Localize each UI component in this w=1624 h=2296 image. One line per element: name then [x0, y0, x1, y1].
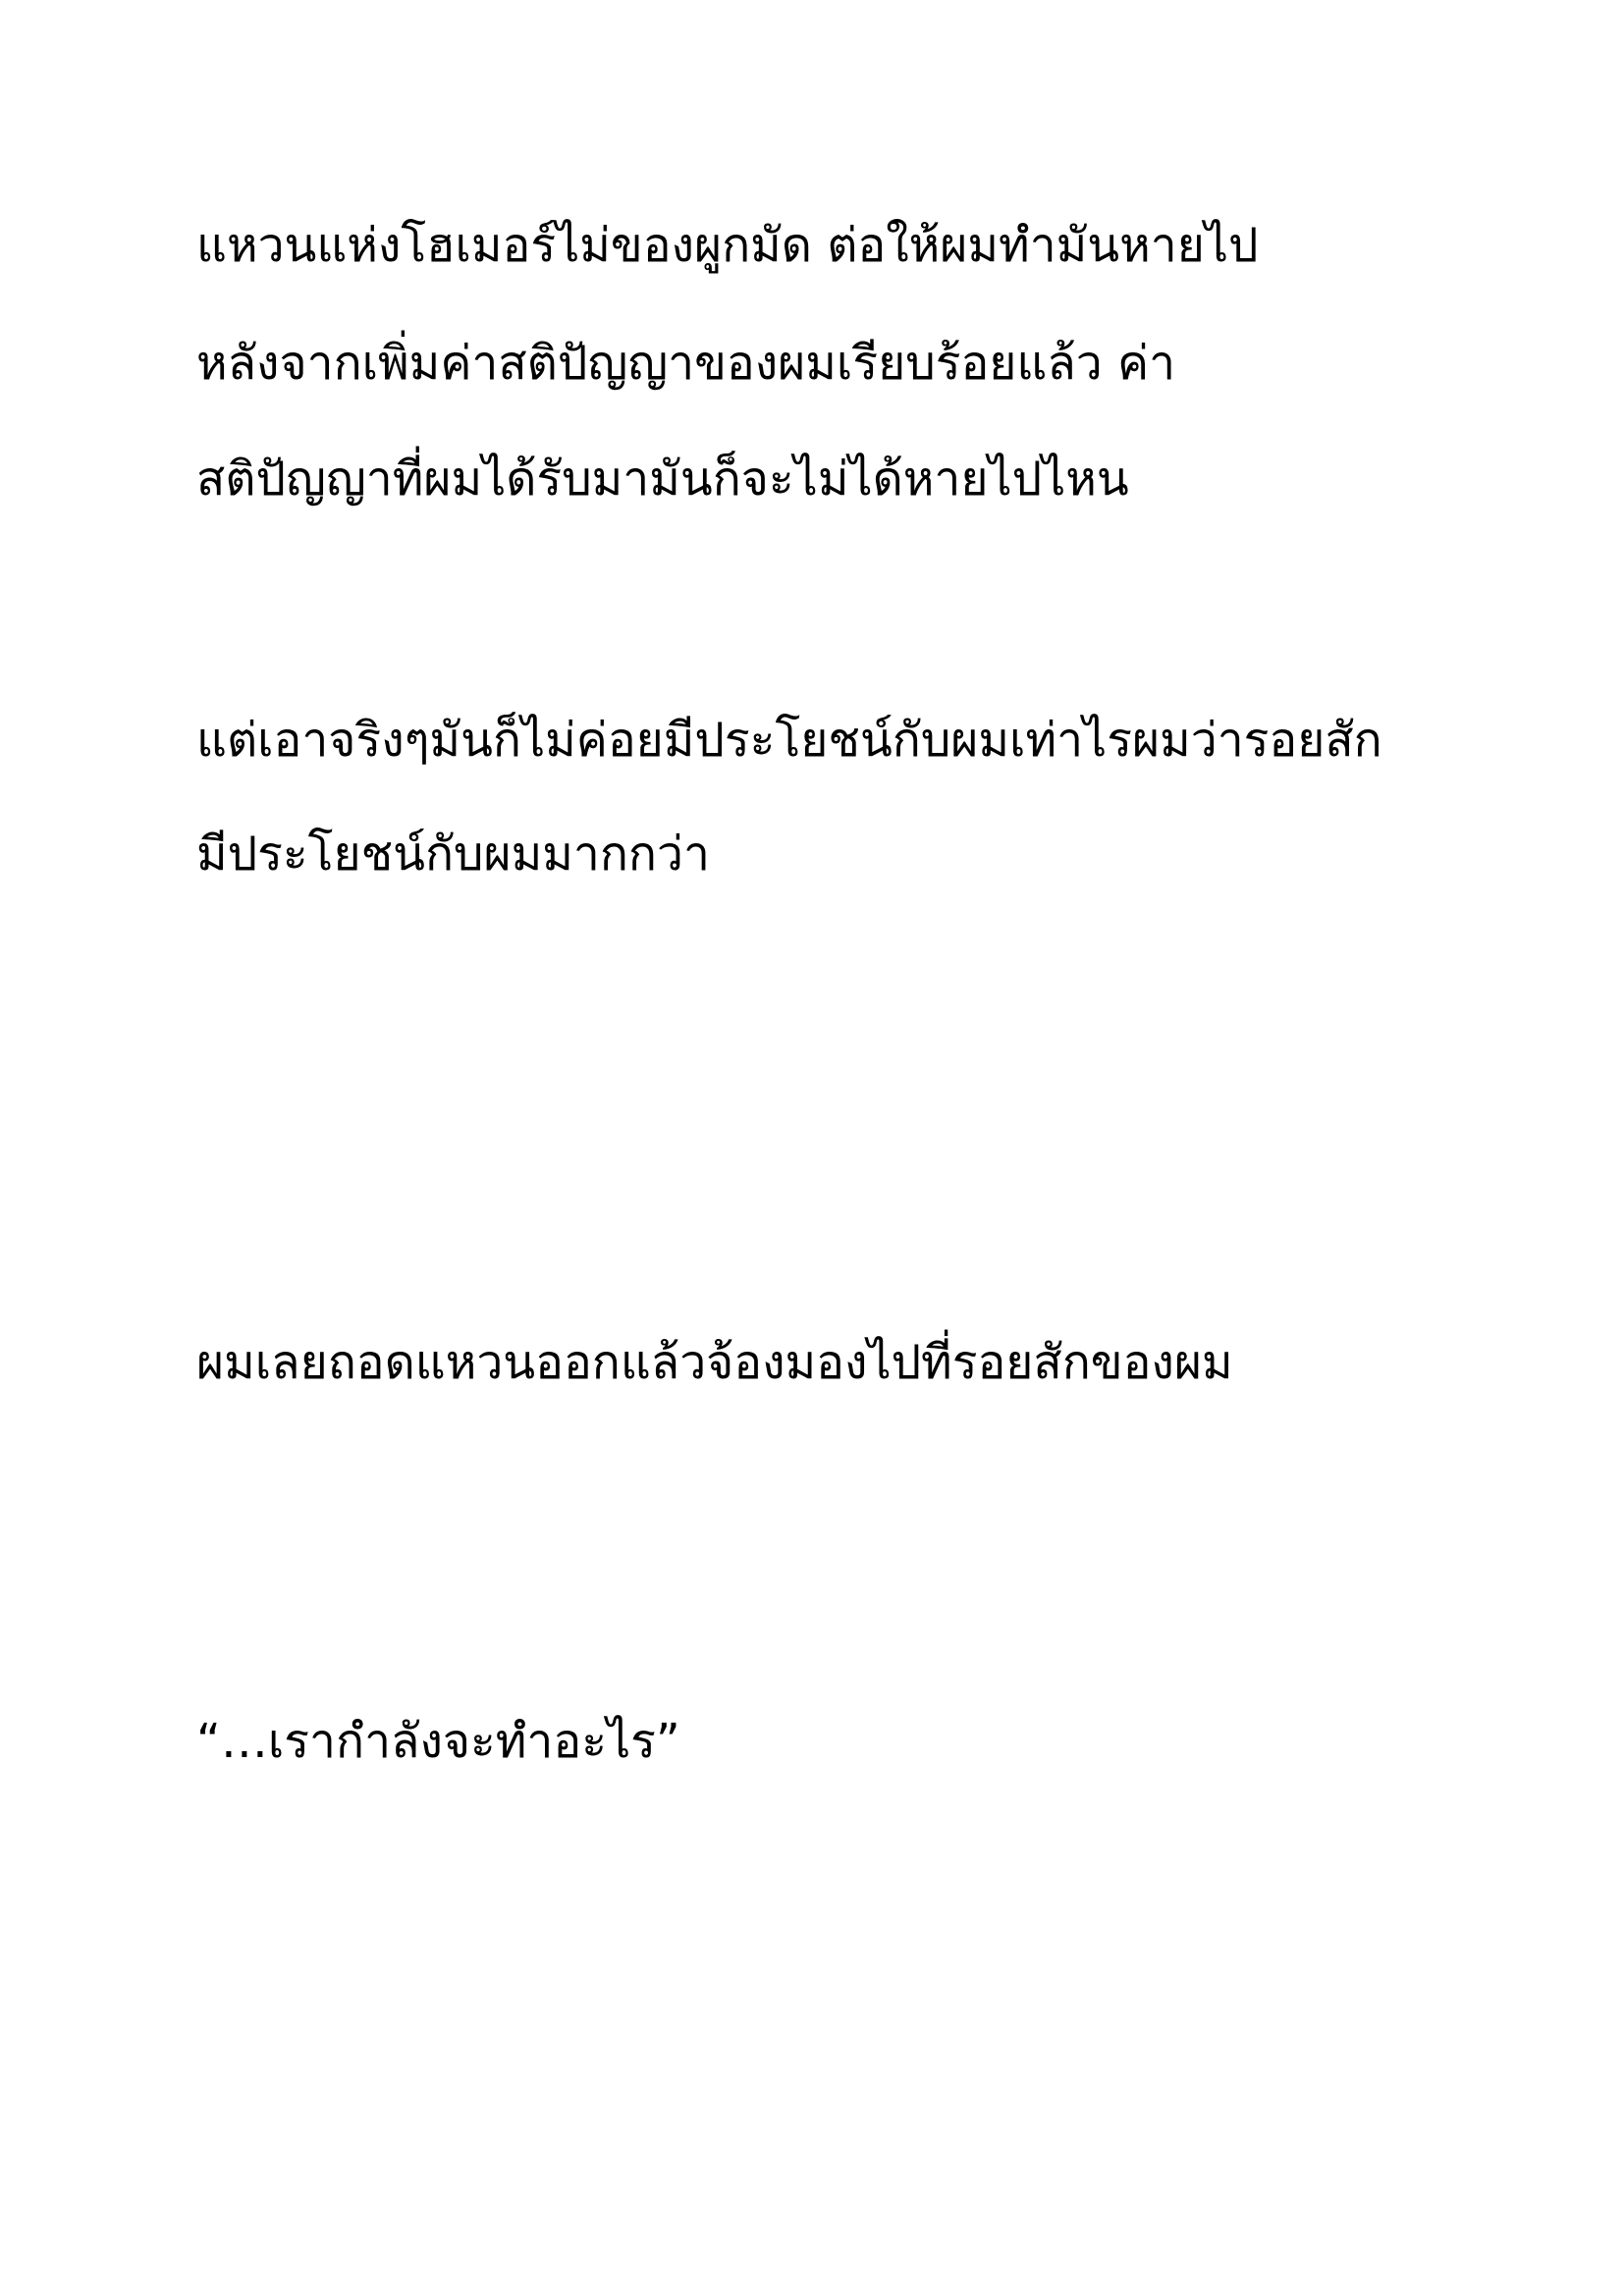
- paragraph-2-line-2: มีประโยชน์กับผมมากกว่า: [196, 827, 710, 881]
- paragraph-1-line-3: สติปัญญาที่ผมได้รับมามันก็จะไม่ได้หายไปไหน: [196, 452, 1129, 507]
- dialogue-line: “…เรากำลังจะทำอะไร”: [196, 1714, 680, 1769]
- paragraph-1-line-2: หลังจากเพิ่มค่าสติปัญญาของผมเรียบร้อยแล้ว ค่า: [196, 336, 1176, 391]
- paragraph-3-line-1: ผมเลยถอดแหวนออกแล้วจ้องมองไปที่รอยสักของผม: [196, 1335, 1233, 1390]
- paragraph-2-line-1: แต่เอาจริงๆมันก็ไม่ค่อยมีประโยชน์กับผมเท่าไรผมว่ารอยสัก: [196, 713, 1382, 768]
- paragraph-1-line-1: แหวนแห่งโฮเมอร์ไม่ของผูกมัด ต่อให้ผมทำมันหายไป: [196, 218, 1259, 273]
